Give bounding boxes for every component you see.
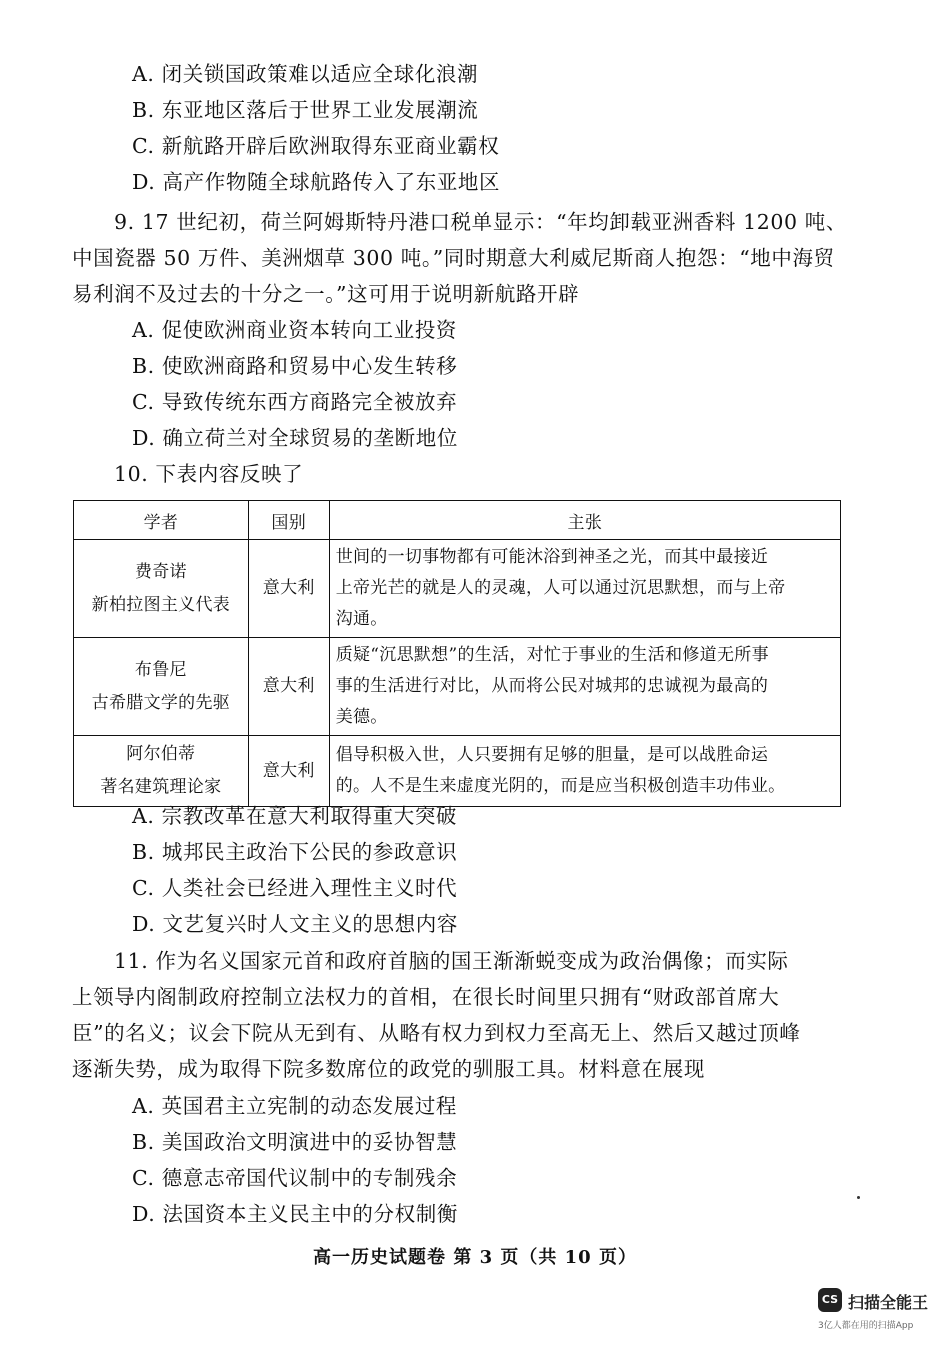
q9-option-d: D. 确立荷兰对全球贸易的垄断地位 [132, 426, 458, 450]
watermark-name: 扫描全能王 [848, 1293, 929, 1312]
scholar-name: 阿尔伯蒂 [126, 744, 196, 764]
scholar-cell [74, 540, 249, 638]
country-cell: 意大利 [248, 736, 329, 807]
table-header-row [74, 501, 841, 540]
q11-stem-line: 臣”的名义；议会下院从无到有、从略有权力到权力至高无上、然后又越过顶峰 [72, 1021, 801, 1045]
table-row [74, 638, 841, 736]
q11-stem-line: 11. 作为名义国家元首和政府首脑的国王渐渐蜕变成为政治偶像；而实际 [114, 949, 789, 973]
header-country: 国别 [248, 501, 329, 540]
page-footer: 高一历史试题卷 第 3 页（共 10 页） [313, 1247, 637, 1268]
q10-table [73, 500, 841, 807]
scan-speck [857, 1196, 860, 1199]
claim-cell [329, 638, 840, 736]
scholar-name: 费奇诺 [134, 561, 187, 582]
header-scholar: 学者 [74, 501, 249, 540]
q8-option-b: B. 东亚地区落后于世界工业发展潮流 [132, 98, 479, 122]
country-cell: 意大利 [248, 638, 329, 736]
q9-stem-line: 中国瓷器 50 万件、美洲烟草 300 吨。”同时期意大利威尼斯商人抱怨：“地中海贸 [72, 246, 835, 270]
scholar-title: 新柏拉图主义代表 [91, 594, 231, 615]
claim-cell [329, 736, 840, 807]
claim-cell [329, 540, 840, 638]
q11-option-b: B. 美国政治文明演进中的妥协智慧 [132, 1130, 458, 1154]
q11-option-a: A. 英国君主立宪制的动态发展过程 [132, 1094, 458, 1118]
watermark-tagline: 3亿人都在用的扫描App [818, 1321, 914, 1331]
q8-option-a: A. 闭关锁国政策难以适应全球化浪潮 [132, 62, 479, 86]
q10-option-c: C. 人类社会已经进入理性主义时代 [132, 876, 458, 900]
q8-option-d: D. 高产作物随全球航路传入了东亚地区 [132, 170, 501, 194]
claim-line: 事的生活进行对比，从而将公民对城邦的忠诚视为最高的 [335, 676, 769, 696]
q11-stem-line: 上领导内阁制政府控制立法权力的首相，在很长时间里只拥有“财政部首席大 [72, 985, 780, 1009]
q9-option-a: A. 促使欧洲商业资本转向工业投资 [132, 318, 458, 342]
q11-option-d: D. 法国资本主义民主中的分权制衡 [132, 1202, 458, 1226]
scholar-name: 布鲁尼 [134, 659, 187, 680]
scholar-cell [74, 638, 249, 736]
scholar-title: 著名建筑理论家 [100, 777, 222, 797]
scholar-cell [74, 736, 249, 807]
claim-line: 质疑“沉思默想”的生活，对忙于事业的生活和修道无所事 [335, 645, 769, 665]
q11-option-c: C. 德意志帝国代议制中的专制残余 [132, 1166, 458, 1190]
claim-line: 倡导积极入世，人只要拥有足够的胆量，是可以战胜命运 [335, 745, 769, 765]
q9-option-b: B. 使欧洲商路和贸易中心发生转移 [132, 354, 458, 378]
q9-stem-line: 9. 17 世纪初，荷兰阿姆斯特丹港口税单显示：“年均卸载亚洲香料 1200 吨、 [114, 210, 847, 234]
q8-option-c: C. 新航路开辟后欧洲取得东亚商业霸权 [132, 134, 500, 158]
q10-option-b: B. 城邦民主政治下公民的参政意识 [132, 840, 458, 864]
q9-stem-line: 易利润不及过去的十分之一。”这可用于说明新航路开辟 [72, 282, 580, 306]
table-row [74, 736, 841, 807]
table-row [74, 540, 841, 638]
scholar-title: 古希腊文学的先驱 [91, 692, 231, 713]
q11-stem-line: 逐渐失势，成为取得下院多数席位的政党的驯服工具。材料意在展现 [72, 1057, 705, 1081]
claim-line: 沟通。 [335, 609, 388, 629]
q10-option-a: A. 宗教改革在意大利取得重大突破 [132, 804, 458, 828]
claim-line: 的。人不是生来虚度光阴的，而是应当积极创造丰功伟业。 [335, 776, 786, 796]
claim-line: 美德。 [335, 707, 388, 727]
claim-line: 世间的一切事物都有可能沐浴到神圣之光，而其中最接近 [335, 547, 769, 567]
camscanner-logo-icon: CS [818, 1288, 842, 1312]
country-cell: 意大利 [248, 540, 329, 638]
claim-line: 上帝光芒的就是人的灵魂，人可以通过沉思默想，而与上帝 [335, 578, 786, 598]
header-claim: 主张 [329, 501, 840, 540]
q10-option-d: D. 文艺复兴时人文主义的思想内容 [132, 912, 458, 936]
q9-option-c: C. 导致传统东西方商路完全被放弃 [132, 390, 458, 414]
q10-stem: 10. 下表内容反映了 [114, 462, 304, 486]
